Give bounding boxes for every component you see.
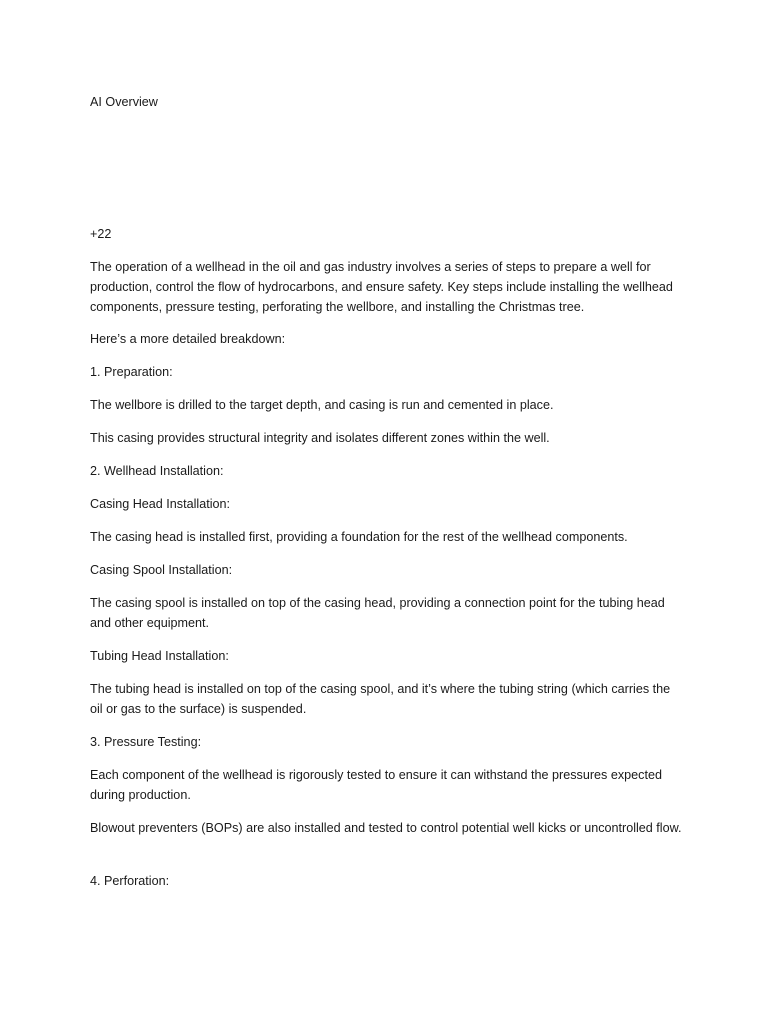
section-2-title: 2. Wellhead Installation: — [90, 464, 224, 478]
casing-head-paragraph: The casing head is installed first, providing a foundation for the rest of the wellhead components. — [90, 530, 628, 544]
casing-spool-title: Casing Spool Installation: — [90, 563, 233, 577]
section-3-paragraph-1: Each component of the wellhead is rigorously tested to ensure it can withstand the pressures expected during production. — [90, 768, 662, 802]
breakdown-intro: Here’s a more detailed breakdown: — [90, 332, 286, 346]
section-3-title: 3. Pressure Testing: — [90, 735, 202, 749]
section-3-paragraph-2: Blowout preventers (BOPs) are also installed and tested to control potential well kicks or uncontrolled flow. — [90, 821, 682, 835]
section-1-paragraph-1: The wellbore is drilled to the target depth, and casing is run and cemented in place. — [90, 398, 554, 412]
section-4-title: 4. Perforation: — [90, 874, 170, 888]
count-label: +22 — [90, 227, 112, 241]
intro-paragraph: The operation of a wellhead in the oil and gas industry involves a series of steps to prepare a well for production, control the flow of hydrocarbons, and ensure safety. Key steps include installing the wellhead components, pressure testing, perforating the wellbore, and installing the Christmas tree. — [90, 260, 673, 314]
document-page — [90, 0, 682, 1024]
section-1-title: 1. Preparation: — [90, 365, 173, 379]
page-title: AI Overview — [90, 95, 158, 109]
casing-spool-paragraph: The casing spool is installed on top of the casing head, providing a connection point for the tubing head and other equipment. — [90, 596, 665, 630]
tubing-head-paragraph: The tubing head is installed on top of the casing spool, and it’s where the tubing string (which carries the oil or gas to the surface) is suspended. — [90, 682, 671, 716]
section-1-paragraph-2: This casing provides structural integrity and isolates different zones within the well. — [90, 431, 550, 445]
tubing-head-title: Tubing Head Installation: — [90, 649, 229, 663]
casing-head-title: Casing Head Installation: — [90, 497, 231, 511]
